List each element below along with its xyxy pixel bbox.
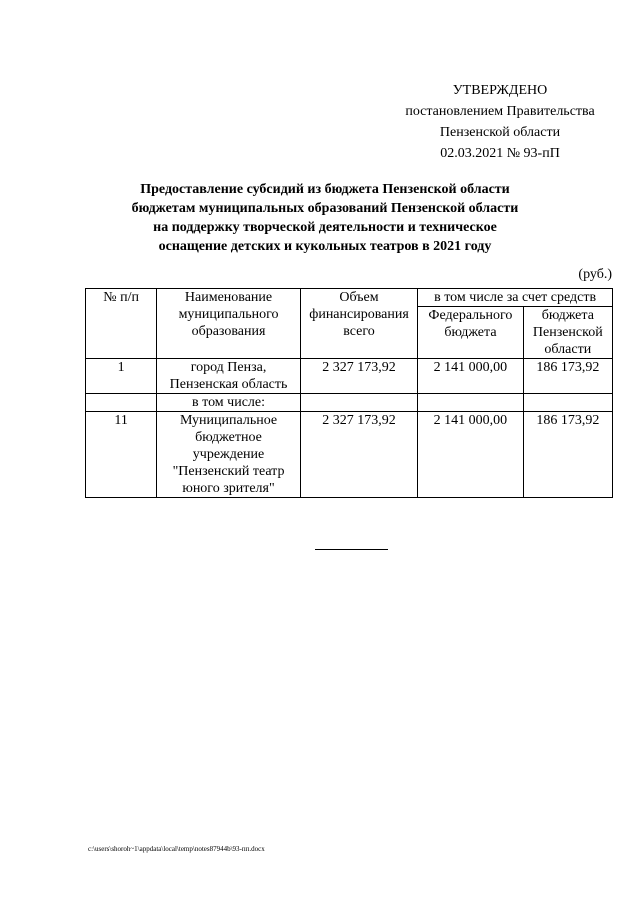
file-path-footer: c:\users\shoroh~1\appdata\local\temp\notes87944b\93-пп.docx: [88, 845, 265, 853]
cell-regional: [523, 394, 612, 412]
cell-municipality: в том числе:: [157, 394, 301, 412]
cell-number: 11: [86, 412, 157, 498]
header-total-funding: Объем финансирования всего: [300, 289, 417, 359]
cell-regional: 186 173,92: [523, 412, 612, 498]
cell-federal: [418, 394, 523, 412]
closing-line: [315, 549, 388, 550]
cell-total: [300, 394, 417, 412]
subsidy-table: [85, 288, 613, 498]
currency-unit: (руб.): [578, 267, 612, 282]
title-line: бюджетам муниципальных образований Пензенской области: [131, 201, 519, 216]
cell-total: 2 327 173,92: [300, 412, 417, 498]
cell-municipality: город Пенза, Пензенская область: [157, 359, 301, 394]
approval-block: [380, 80, 620, 164]
cell-federal: 2 141 000,00: [418, 412, 523, 498]
cell-number: [86, 394, 157, 412]
document-title: [40, 180, 610, 256]
table-row: [86, 412, 613, 498]
approval-date-number: 02.03.2021 № 93-пП: [440, 146, 560, 161]
header-municipality: Наименование муниципального образования: [157, 289, 301, 359]
title-line: на поддержку творческой деятельности и техническое: [153, 220, 497, 235]
cell-municipality: Муниципальное бюджетное учреждение "Пензенский театр юного зрителя": [157, 412, 301, 498]
cell-federal: 2 141 000,00: [418, 359, 523, 394]
header-number: № п/п: [86, 289, 157, 359]
cell-number: 1: [86, 359, 157, 394]
table-header-row: [86, 289, 613, 307]
approval-heading: УТВЕРЖДЕНО: [452, 83, 548, 98]
title-line: оснащение детских и кукольных театров в 2021 году: [158, 239, 492, 254]
approval-resolution: постановлением Правительства: [405, 104, 595, 119]
header-funding-sources: в том числе за счет средств: [418, 289, 613, 307]
table-row: [86, 359, 613, 394]
cell-regional: 186 173,92: [523, 359, 612, 394]
table-row: [86, 394, 613, 412]
header-regional-budget: бюджета Пензенской области: [523, 307, 612, 359]
title-line: Предоставление субсидий из бюджета Пензенской области: [140, 182, 510, 197]
cell-total: 2 327 173,92: [300, 359, 417, 394]
header-federal-budget: Федерального бюджета: [418, 307, 523, 359]
approval-region: Пензенской области: [439, 125, 561, 140]
